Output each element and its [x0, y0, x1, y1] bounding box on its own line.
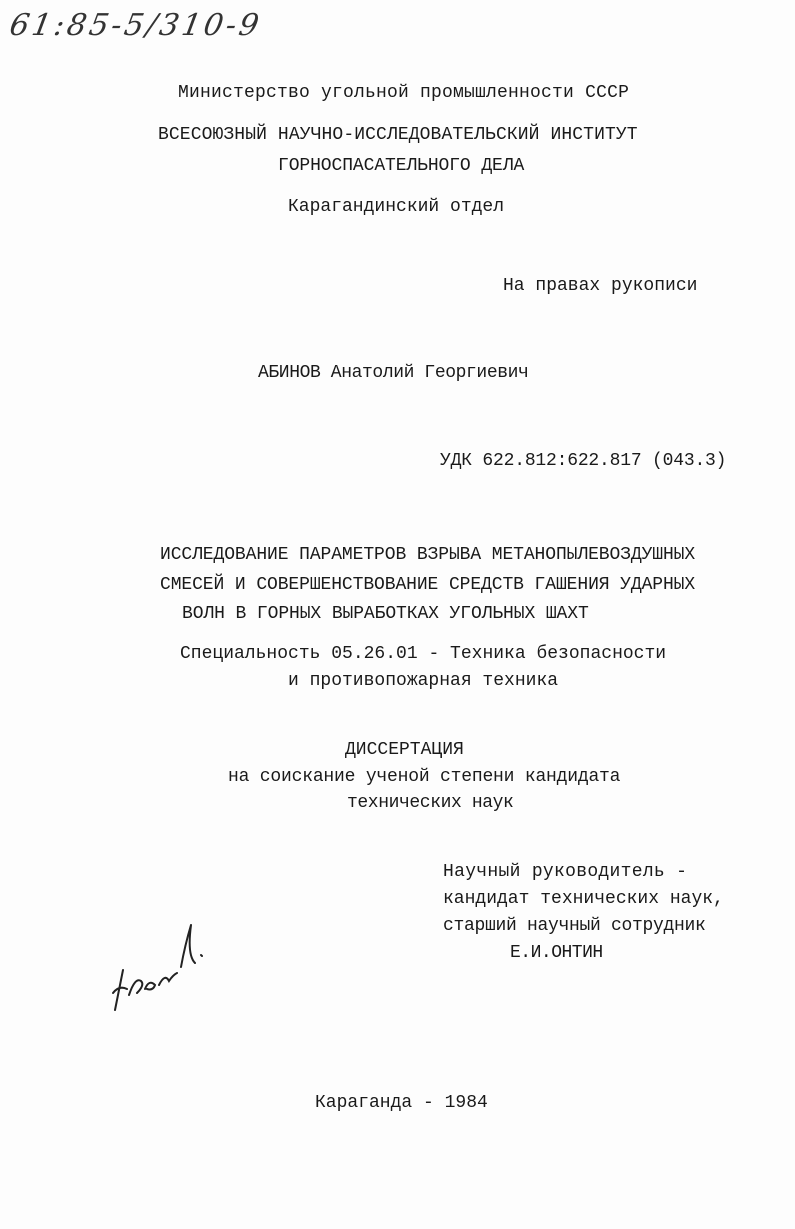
supervisor-line-3: старший научный сотрудник: [443, 916, 706, 936]
specialty-line-2: и противопожарная техника: [288, 671, 559, 691]
specialty-line-1: Специальность 05.26.01 - Техника безопасности: [180, 644, 667, 664]
manuscript-note: На правах рукописи: [503, 276, 698, 296]
title-line-2: СМЕСЕЙ И СОВЕРШЕНСТВОВАНИЕ СРЕДСТВ ГАШЕНИЯ УДАРНЫХ: [160, 575, 696, 595]
author-name: АБИНОВ Анатолий Георгиевич: [258, 363, 529, 383]
degree-line-2: технических наук: [347, 793, 514, 813]
work-type: ДИССЕРТАЦИЯ: [345, 740, 464, 760]
supervisor-name: Е.И.ОНТИН: [510, 943, 603, 963]
author-signature: [105, 915, 235, 1015]
title-line-1: ИССЛЕДОВАНИЕ ПАРАМЕТРОВ ВЗРЫВА МЕТАНОПЫЛЕВОЗДУШНЫХ: [160, 545, 696, 565]
archive-mark-handwritten: 61:85-5/310-9: [6, 8, 265, 43]
degree-line-1: на соискание ученой степени кандидата: [228, 767, 621, 787]
udc-code: УДК 622.812:622.817 (043.3): [440, 451, 727, 471]
ministry: Министерство угольной промышленности СССР: [178, 83, 630, 103]
supervisor-line-2: кандидат технических наук,: [443, 889, 724, 909]
institute-line-1: ВСЕСОЮЗНЫЙ НАУЧНО-ИССЛЕДОВАТЕЛЬСКИЙ ИНСТИТУТ: [158, 125, 638, 145]
supervisor-line-1: Научный руководитель -: [443, 862, 688, 882]
institute-line-2: ГОРНОСПАСАТЕЛЬНОГО ДЕЛА: [278, 156, 525, 176]
department: Карагандинский отдел: [288, 197, 505, 217]
title-line-3: ВОЛН В ГОРНЫХ ВЫРАБОТКАХ УГОЛЬНЫХ ШАХТ: [182, 604, 589, 624]
place-and-year: Караганда - 1984: [315, 1093, 488, 1113]
